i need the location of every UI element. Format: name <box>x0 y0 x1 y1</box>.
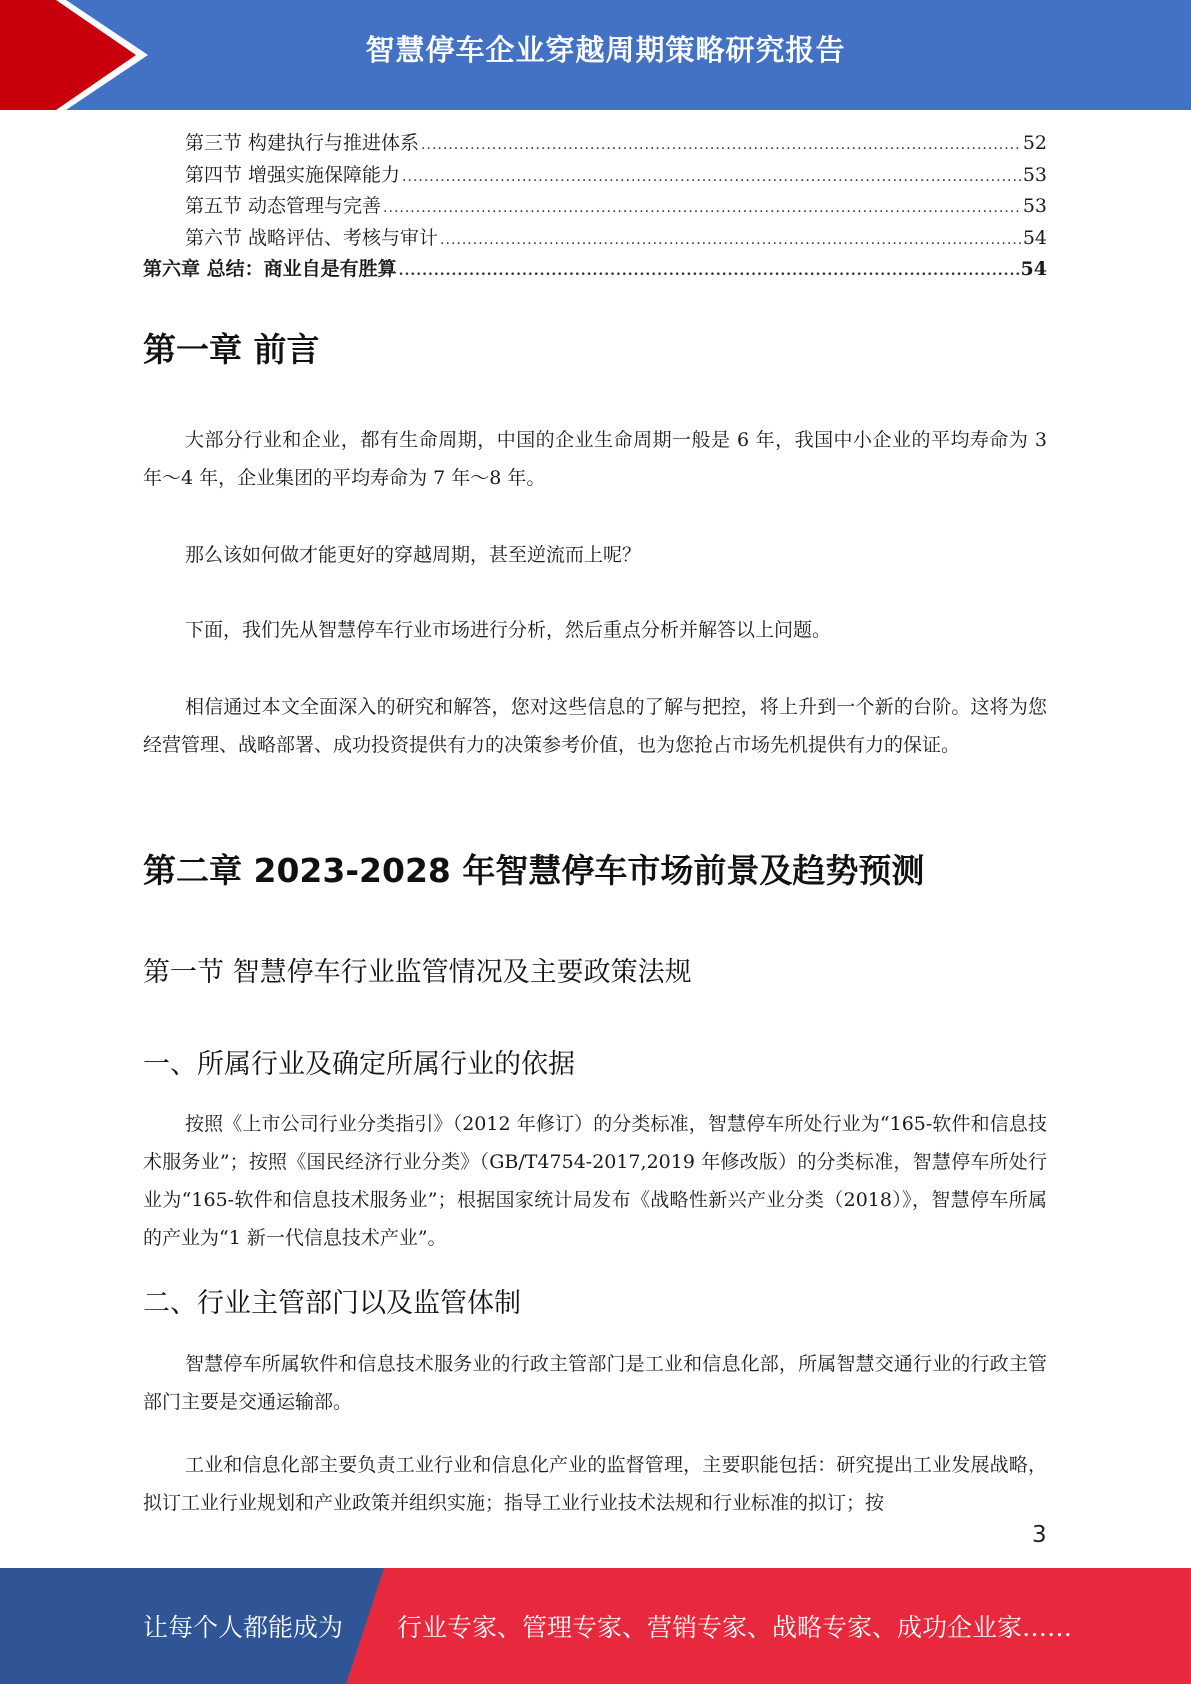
toc-label: 第六节 战略评估、考核与审计 <box>185 226 439 249</box>
subsection-heading: 二、行业主管部门以及监管体制 <box>143 1288 521 1319</box>
subsection-paragraph: 按照《上市公司行业分类指引》（2012 年修订）的分类标准，智慧停车所处行业为“165-软件和信息技术服务业”；按照《国民经济行业分类》（GB/T4754-2017,2019 年修改版）的分类标准，智慧停车所处行业为“165-软件和信息技术服务业”；根据国家统计局发布《战略性新兴产业分类（2018）》，智慧停车所属的产业为“1 新一代信息技术产业”。 <box>143 1113 1047 1249</box>
header-banner <box>0 0 1191 110</box>
chapter1-paragraph: 大部分行业和企业，都有生命周期，中国的企业生命周期一般是 6 年，我国中小企业的平均寿命为 3 年～4 年，企业集团的平均寿命为 7 年～8 年。 <box>143 429 1047 489</box>
toc-label: 第四节 增强实施保障能力 <box>185 163 401 186</box>
toc-leader <box>402 162 1021 194</box>
toc-label: 第六章 总结：商业自是有胜算 <box>143 258 397 280</box>
table-of-contents <box>143 128 1047 286</box>
subsection-paragraph: 智慧停车所属软件和信息技术服务业的行政主管部门是工业和信息化部，所属智慧交通行业的行政主管部门主要是交通运输部。 <box>143 1353 1047 1413</box>
toc-page: 54 <box>1022 226 1047 249</box>
toc-page: 54 <box>1020 258 1047 280</box>
subsection-paragraph: 工业和信息化部主要负责工业行业和信息化产业的监督管理，主要职能包括：研究提出工业发展战略，拟订工业行业规划和产业政策并组织实施；指导工业行业技术法规和行业标准的拟订；按 <box>143 1454 1047 1514</box>
chapter1-paragraph: 那么该如何做才能更好的穿越周期，甚至逆流而上呢？ <box>185 544 642 566</box>
subsection-heading: 一、所属行业及确定所属行业的依据 <box>143 1049 575 1080</box>
footer-slogan-left: 让每个人都能成为 <box>143 1613 344 1642</box>
chapter2-heading: 第二章 2023-2028 年智慧停车市场前景及趋势预测 <box>143 851 925 890</box>
page-number: 3 <box>1032 1522 1047 1548</box>
toc-page: 52 <box>1022 132 1047 154</box>
toc-leader <box>399 256 1019 288</box>
toc-page: 53 <box>1022 163 1047 186</box>
section-heading: 第一节 智慧停车行业监管情况及主要政策法规 <box>143 957 692 988</box>
toc-leader <box>440 225 1021 257</box>
footer-slogan-right: 行业专家、管理专家、营销专家、战略专家、成功企业家…… <box>397 1613 1073 1642</box>
toc-entry[interactable] <box>143 191 1047 223</box>
chapter1-paragraph: 下面，我们先从智慧停车行业市场进行分析，然后重点分析并解答以上问题。 <box>185 619 832 641</box>
chapter1-heading: 第一章 前言 <box>143 330 320 369</box>
toc-entry-chapter[interactable] <box>143 254 1047 286</box>
footer-banner <box>0 1568 1191 1684</box>
toc-entry[interactable] <box>143 160 1047 192</box>
toc-label: 第五节 动态管理与完善 <box>185 195 382 217</box>
toc-leader <box>421 130 1021 162</box>
toc-page: 53 <box>1022 195 1047 217</box>
toc-entry[interactable] <box>143 223 1047 255</box>
toc-label: 第三节 构建执行与推进体系 <box>185 132 420 154</box>
toc-leader <box>383 193 1021 225</box>
toc-entry[interactable] <box>143 128 1047 160</box>
chapter1-paragraph: 相信通过本文全面深入的研究和解答，您对这些信息的了解与把控，将上升到一个新的台阶。这将为您经营管理、战略部署、成功投资提供有力的决策参考价值，也为您抢占市场先机提供有力的保证。 <box>143 696 1047 756</box>
report-title: 智慧停车企业穿越周期策略研究报告 <box>365 33 846 67</box>
